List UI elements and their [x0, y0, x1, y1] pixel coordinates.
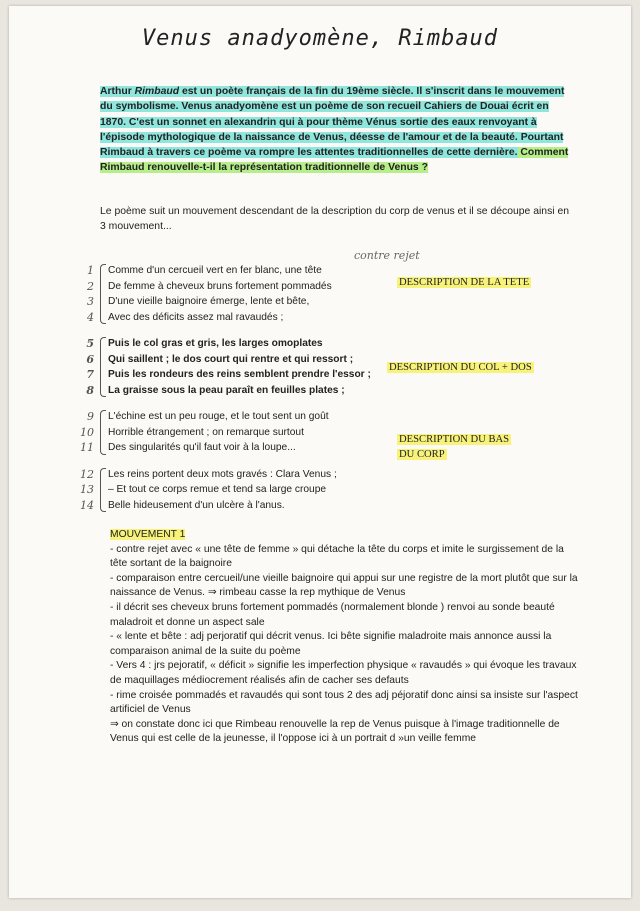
- notes-page: [9, 6, 631, 898]
- verse-number: 13: [80, 483, 94, 496]
- verse-number: 6: [86, 352, 94, 366]
- label-lower-body-2: DU CORP: [399, 449, 445, 460]
- verse-number: 9: [87, 410, 94, 423]
- verse-text: La graisse sous la peau paraît en feuilles plates ;: [108, 384, 345, 396]
- mouvement-line: - Vers 4 : jrs pejoratif, « déficit » signifie les imperfection physique « ravaudés » qui évoque les travaux de maquillages médiocrement réalisés afin de cacher ses defauts: [110, 660, 577, 686]
- verse-line: [80, 482, 558, 498]
- label-lower-body-1: DESCRIPTION DU BAS: [399, 434, 510, 445]
- verse-text: D'une vieille baignoire émerge, lente et bête,: [108, 296, 310, 307]
- intro-problematic: Comment Rimbaud renouvelle-t-il la représentation traditionnelle de Venus ?: [100, 147, 569, 174]
- mouvement-line: - rime croisée pommadés et ravaudés qui sont tous 2 des adj péjoratif donc ainsi sa insiste sur l'aspect artificiel de Venus: [110, 689, 578, 716]
- stanza-3: [80, 409, 558, 456]
- intro-sentence-1c: est un poète français de la fin du 19ème siècle. Il s'inscrit dans le mouvement du symbolisme.: [100, 86, 565, 113]
- verse-text: L'échine est un peu rouge, et le tout sent un goût: [108, 411, 329, 422]
- verse-text: – Et tout ce corps remue et tend sa large croupe: [108, 484, 327, 495]
- label-head: DESCRIPTION DE LA TETE: [399, 277, 530, 288]
- verse-number: 8: [86, 383, 94, 397]
- verse-line: [88, 294, 558, 310]
- verse-line: [80, 498, 558, 514]
- verse-text: Puis le col gras et gris, les larges omoplates: [108, 338, 323, 349]
- mouvement-line: - « lente et bête : adj perjoratif qui décrit venus. Ici bête signifie maladroite mais annonce aussi la comparaison animal de la suite du poème: [110, 631, 552, 657]
- verse-number: 1: [87, 264, 94, 277]
- mouvement-line: ⇒ on constate donc ici que Rimbeau renouvelle la rep de Venus puisque à l'image traditionnelle de Venus qui est celle de la jeunesse, il l'oppose ici à un portrait d »un veille femme: [110, 718, 560, 745]
- mouvement-1-section: [110, 528, 580, 747]
- mouvement-line: - il décrit ses cheveux bruns fortement pommadés (normalement blonde ) renvoi au sonde beauté maladroit et donne un aspect sale: [110, 601, 555, 628]
- verse-text: Puis les rondeurs des reins semblent prendre l'essor ;: [108, 369, 371, 380]
- intro-paragraph: [100, 84, 570, 176]
- page-title: Venus anadyomène, Rimbaud: [141, 26, 499, 51]
- intro-sentence-2: Venus anadyomène est un poème de son recueil Cahiers de Douai écrit en 1870. C'est un sonnet en alexandrin qui à pour thème Vénus sortie des eaux renvoyant à l'épisode mythologique de la naissance de Venus, déesse de l'amour et de la beauté. Pourtant Rimbaud à travers ce poème va rompre les attentes traditionnelles de cette dernière.: [100, 101, 564, 159]
- verse-line: [88, 310, 558, 326]
- stanza-1: [88, 263, 558, 325]
- mouvement-heading: MOUVEMENT 1: [110, 529, 186, 540]
- verse-text: Qui saillent ; le dos court qui rentre et qui ressort ;: [108, 353, 354, 365]
- verse-number: 5: [86, 337, 94, 350]
- verse-line: [80, 467, 558, 483]
- verse-line: [88, 383, 558, 399]
- verse-text: Comme d'un cercueil vert en fer blanc, une tête: [108, 265, 322, 276]
- stanza-4: [80, 467, 558, 514]
- verse-text: De femme à cheveux bruns fortement pommadés: [108, 280, 332, 292]
- handwritten-annotation: contre rejet: [354, 249, 420, 262]
- verse-number: 3: [87, 295, 94, 308]
- verse-text: Belle hideusement d'un ulcère à l'anus.: [108, 499, 285, 511]
- intro-author: Rimbaud: [134, 86, 180, 97]
- verse-number: 4: [87, 310, 94, 324]
- mouvement-line: - contre rejet avec « une tête de femme » qui détache la tête du corps et imite le surgissement de la tête sortant de la baignoire: [110, 543, 564, 570]
- verse-text: Horrible étrangement ; on remarque surtout: [108, 426, 304, 438]
- verse-text: Les reins portent deux mots gravés : Clara Venus ;: [108, 468, 337, 480]
- poem: [80, 263, 558, 524]
- verse-number: 7: [86, 368, 94, 381]
- verse-line: [88, 336, 558, 352]
- mouvement-line: - comparaison entre cercueil/une vieille baignoire qui appui sur une registre de la mort plutôt que sur la naissance de Venus. ⇒ rimbeau casse la rep mythique de Venus: [110, 572, 578, 599]
- verse-number: 14: [80, 498, 94, 512]
- verse-number: 11: [80, 441, 94, 454]
- summary-paragraph: Le poème suit un mouvement descendant de la description du corp de venus et il se découpe ainsi en 3 mouvement...: [100, 206, 570, 232]
- verse-number: 2: [87, 279, 94, 293]
- label-neck-back: DESCRIPTION DU COL + DOS: [389, 362, 532, 373]
- verse-number: 12: [80, 467, 94, 481]
- verse-line: [88, 409, 558, 425]
- verse-text: Avec des déficits assez mal ravaudés ;: [108, 311, 284, 323]
- intro-sentence-1a: Arthur: [100, 86, 135, 97]
- verse-number: 10: [80, 425, 94, 439]
- verse-text: Des singularités qu'il faut voir à la loupe...: [108, 442, 296, 453]
